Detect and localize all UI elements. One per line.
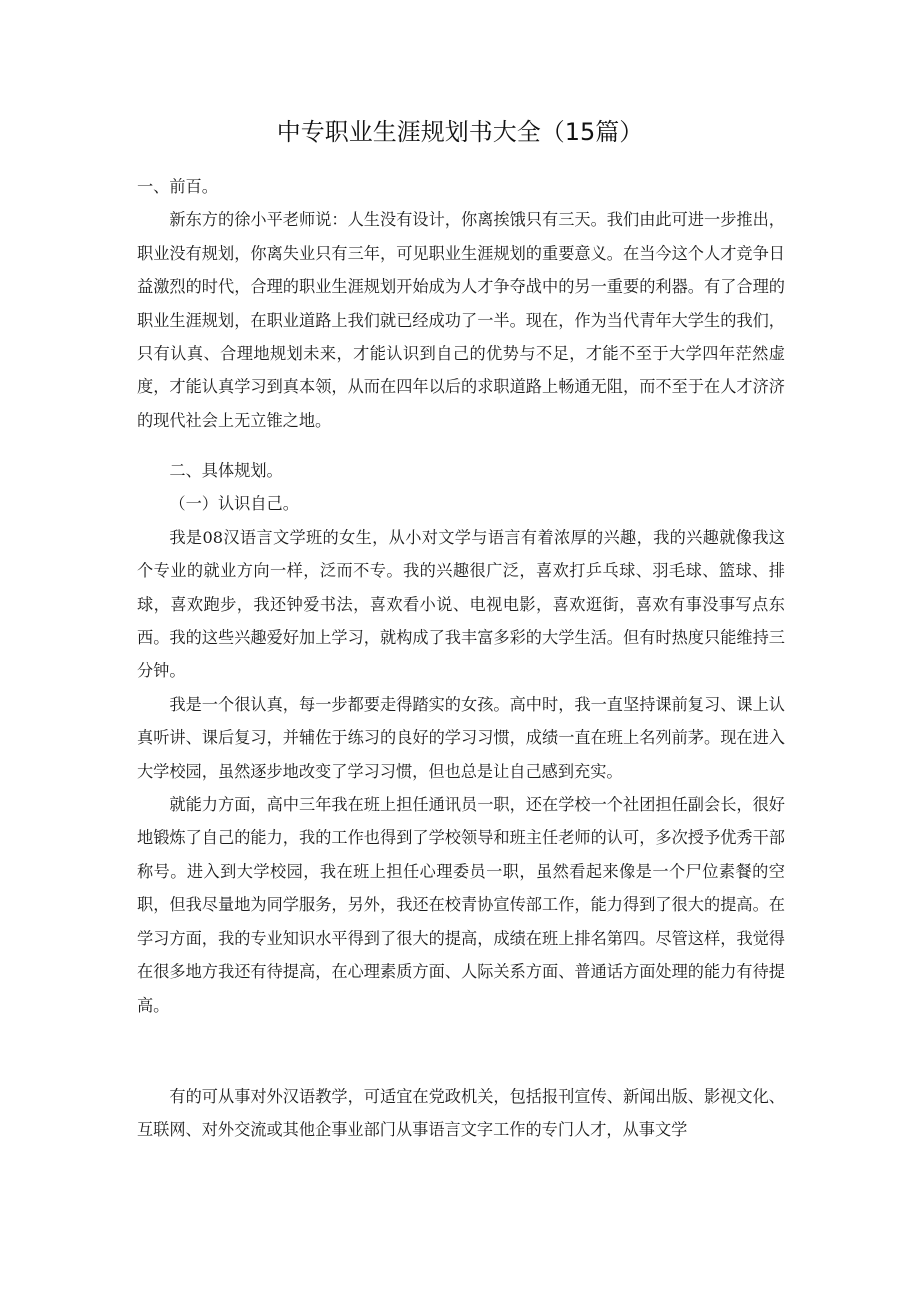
section-1 <box>137 170 785 437</box>
section-2-continued <box>137 1080 785 1147</box>
paragraph: 就能力方面，高中三年我在班上担任通讯员一职，还在学校一个社团担任副会长，很好地锻炼了自己的能力，我的工作也得到了学校领导和班主任老师的认可，多次授予优秀干部称号。进入到大学校园，我在班上担任心理委员一职，虽然看起来像是一个尸位素餐的空职，但我尽量地为同学服务，另外，我还在校青协宣传部工作，能力得到了很大的提高。在学习方面，我的专业知识水平得到了很大的提高，成绩在班上排名第四。尽管这样，我觉得在很多地方我还有待提高，在心理素质方面、人际关系方面、普通话方面处理的能力有待提高。 <box>137 795 785 1015</box>
paragraph: 我是一个很认真，每一步都要走得踏实的女孩。高中时，我一直坚持课前复习、课上认真听讲、课后复习，并辅佐于练习的良好的学习习惯，成绩一直在班上名列前茅。现在进入大学校园，虽然逐步地改变了学习习惯，但也总是让自己感到充实。 <box>137 694 785 781</box>
section-heading: 二、具体规划。 <box>169 461 283 480</box>
section-2 <box>137 454 785 1022</box>
paragraph: 我是08汉语言文学班的女生，从小对文学与语言有着浓厚的兴趣，我的兴趣就像我这个专业的就业方向一样，泛而不专。我的兴趣很广泛，喜欢打乒乓球、羽毛球、篮球、排球，喜欢跑步，我还钟爱书法，喜欢看小说、电视电影，喜欢逛街，喜欢有事没事写点东西。我的这些兴趣爱好加上学习，就构成了我丰富多彩的大学生活。但有时热度只能维持三分钟。 <box>137 527 785 681</box>
subsection-heading: （一）认识自己。 <box>169 494 299 514</box>
paragraph: 有的可从事对外汉语教学，可适宜在党政机关，包括报刊宣传、新闻出版、影视文化、互联网、对外交流或其他企事业部门从事语言文字工作的专门人才，从事文学 <box>137 1087 785 1140</box>
section-heading: 一、前百。 <box>137 177 218 196</box>
document-title: 中专职业生涯规划书大全（15篇） <box>276 118 644 146</box>
paragraph: 新东方的徐小平老师说：人生没有设计，你离挨饿只有三天。我们由此可进一步推出，职业没有规划，你离失业只有三年，可见职业生涯规划的重要意义。在当今这个人才竞争日益激烈的时代，合理的职业生涯规划开始成为人才争夺战中的另一重要的利器。有了合理的职业生涯规划，在职业道路上我们就已经成功了一半。现在，作为当代青年大学生的我们，只有认真、合理地规划未来，才能认识到自己的优势与不足，才能不至于大学四年茫然虚度，才能认真学习到真本领，从而在四年以后的求职道路上畅通无阻，而不至于在人才济济的现代社会上无立锥之地。 <box>137 210 785 430</box>
